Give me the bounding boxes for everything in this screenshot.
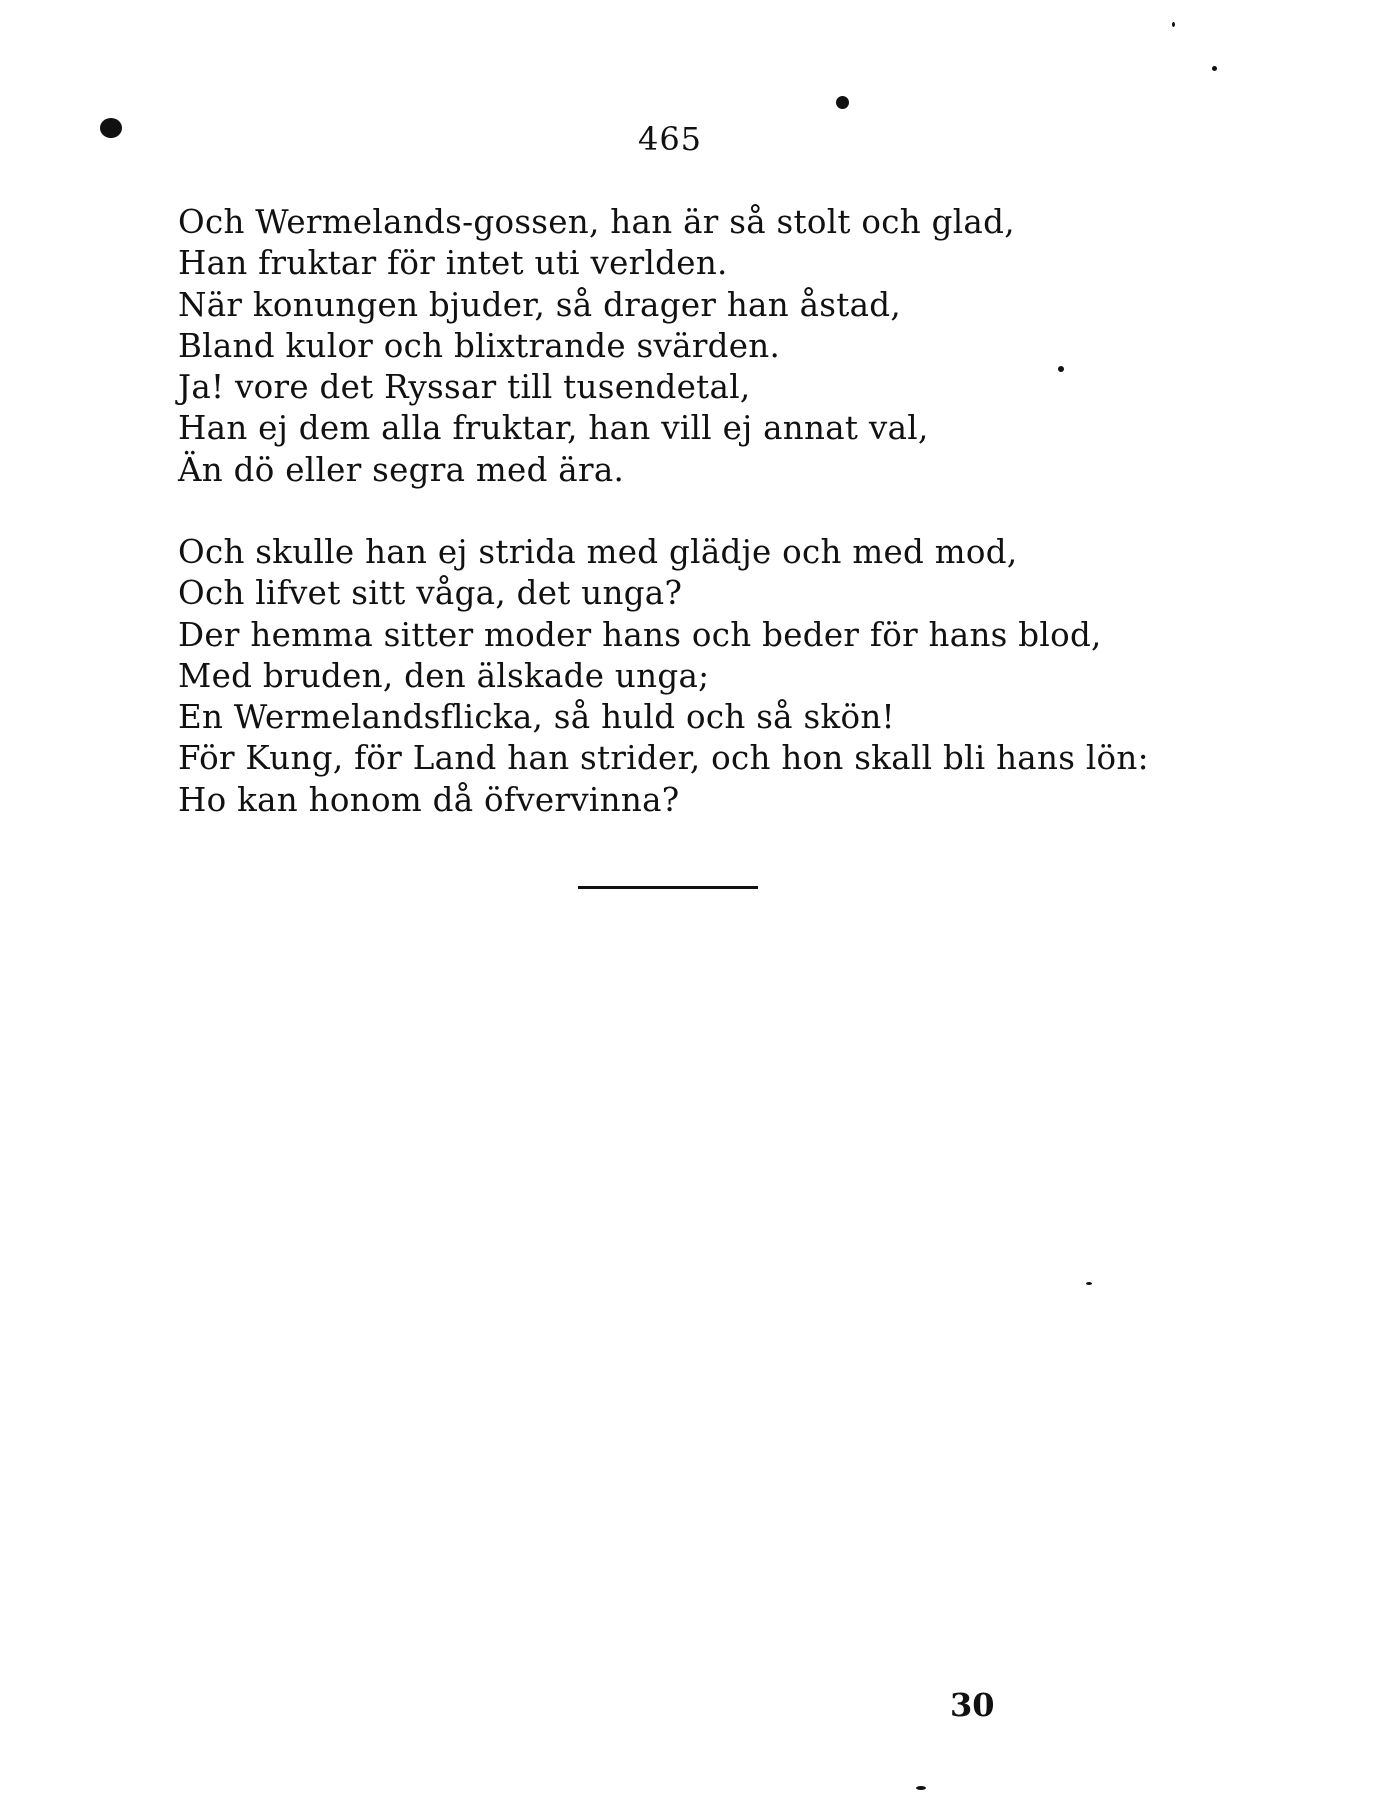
ink-speck [1086,1282,1092,1285]
signature-mark: 30 [950,1686,995,1724]
stanza-1 [178,202,1015,491]
verse-line: För Kung, för Land han strider, och hon skall bli hans lön: [178,739,1149,778]
ink-speck [1212,66,1217,71]
verse-line: Än dö eller segra med ära. [178,450,625,489]
verse-line: Der hemma sitter moder hans och beder för hans blod, [178,615,1102,654]
verse-line: Ho kan honom då öfvervinna? [178,780,680,819]
verse-line: Han ej dem alla fruktar, han vill ej annat val, [178,409,929,448]
verse-line: Bland kulor och blixtrande svärden. [178,326,781,365]
ink-speck [916,1786,926,1790]
ink-speck [836,96,849,109]
verse-line: Och Wermelands-gossen, han är så stolt och glad, [178,203,1015,241]
verse-line: När konungen bjuder, så drager han åstad, [178,285,902,324]
page-number: 465 [637,120,703,158]
verse-line: Ja! vore det Ryssar till tusendetal, [178,368,751,407]
section-divider-rule [578,886,758,889]
ink-speck [1172,22,1175,27]
verse-line: Han fruktar för intet uti verlden. [178,244,728,283]
verse-line: Och lifvet sitt våga, det unga? [178,574,683,613]
stanza-2 [178,532,1149,821]
ink-speck [1058,366,1064,372]
verse-line: Med bruden, den älskade unga; [178,656,710,695]
verse-line: En Wermelandsflicka, så huld och så skön! [178,698,895,737]
verse-line: Och skulle han ej strida med glädje och med mod, [178,533,1018,571]
